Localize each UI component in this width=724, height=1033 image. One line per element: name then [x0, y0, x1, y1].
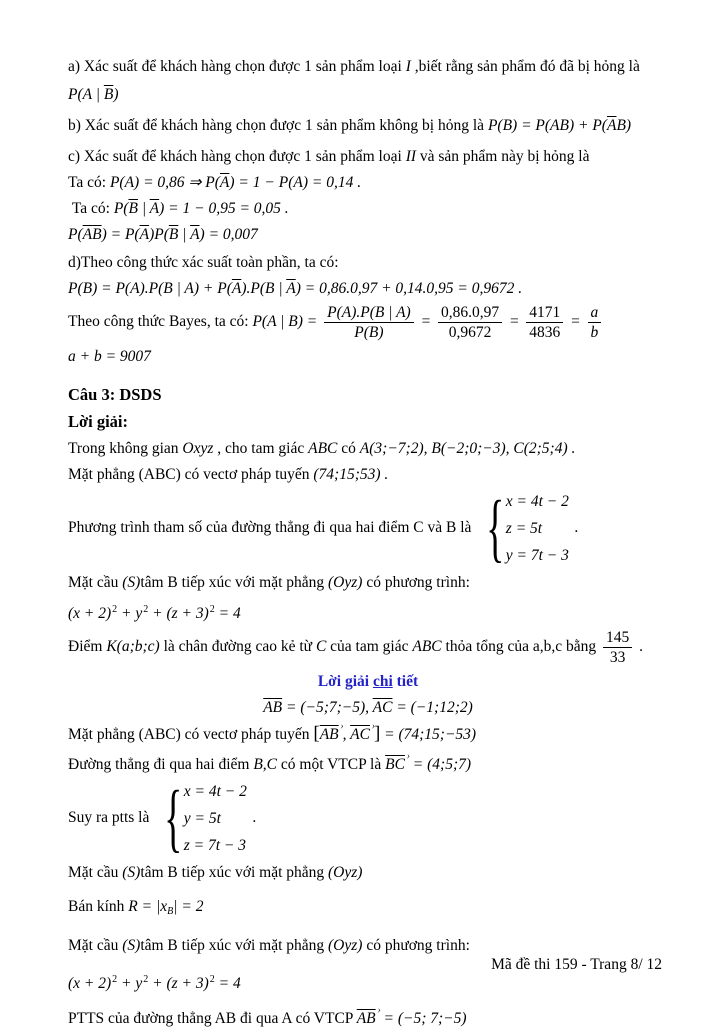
text-segment: là chân đường cao kẻ từ [159, 638, 316, 656]
fraction-numerator: 4171 [526, 303, 563, 323]
math-expression: P(A | B) = [252, 313, 322, 331]
vector-variable: $\overline{AB}$ › [357, 1010, 376, 1027]
math-expression: . [248, 809, 257, 827]
equation-system-rows [184, 779, 247, 858]
line-bayes [68, 303, 668, 342]
line-question-a [68, 55, 668, 78]
math-expression: = (74;15;−53) [380, 726, 477, 743]
text-segment: Mặt phẳng (ABC) có vectơ pháp tuyến [68, 466, 314, 483]
text-segment: , cho tam giác [213, 440, 309, 457]
formula-p-a-given-not-b [68, 83, 668, 106]
text-segment: thỏa tổng của a,b,c bằng [441, 638, 601, 656]
text-segment: Ta có: [68, 174, 110, 191]
equation-system-rows [506, 489, 569, 568]
text-segment: Bán kính [68, 898, 129, 915]
text-segment: Mặt cầu [68, 937, 123, 954]
overline-variable: $\overline{A}$ [219, 174, 230, 191]
vector-variable: $\overline{AB}$ › [320, 726, 339, 743]
text-segment: Mặt cầu [68, 864, 123, 881]
math-expression: ) = 1 − 0,95 = 0,05 . [159, 200, 289, 217]
equation-system [155, 779, 247, 858]
document-content [68, 52, 668, 1033]
text-segment: tiết [392, 673, 419, 690]
equation-row: z = 7t − 3 [183, 837, 246, 854]
formula-sphere-1 [68, 598, 668, 625]
text-segment: Lời giải [317, 673, 373, 690]
math-expression: P( [113, 200, 129, 217]
fraction-denominator: P(B) [354, 324, 384, 341]
math-expression: ) [113, 86, 119, 103]
line-sphere-2 [68, 861, 668, 884]
superscript: 2 [209, 604, 215, 615]
math-expression: | [137, 200, 150, 217]
footer-page-info: Mã đề thi 159 - Trang 8/ 12 [491, 956, 662, 973]
fraction [603, 628, 632, 667]
math-variable: ABC [308, 440, 338, 457]
formula-vectors-ab-ac [68, 696, 668, 719]
math-expression: + (z + 3) [148, 975, 209, 992]
overline-variable: $\overline{B}$ [128, 200, 138, 217]
text-segment: Mặt phẳng (ABC) có vectơ pháp tuyến [68, 726, 314, 743]
text-segment: Phương trình tham số của đường thẳng đi qua hai điểm C và B là [68, 519, 476, 537]
math-expression: P(A | [68, 86, 104, 103]
math-expression: . [570, 519, 579, 537]
overline-variable: $\overline{A}$ [190, 226, 200, 243]
text-segment: . [635, 638, 644, 656]
line-normal-vector-1 [68, 463, 668, 486]
text-segment: Trong không gian [68, 440, 183, 457]
underlined-text: chi [372, 673, 393, 690]
fraction [588, 303, 602, 342]
math-expression: | [178, 226, 191, 243]
text-segment: có phương trình: [362, 937, 470, 954]
text-segment: Ta có: [68, 200, 114, 217]
heading-loi-giai-chi-tiet [68, 670, 668, 693]
line-parametric-cb [68, 489, 668, 568]
math-variable: ABC [412, 638, 442, 656]
math-expression: | = 2 [173, 898, 204, 915]
math-expression: (x + 2) [68, 605, 112, 622]
line-ban-kinh [68, 895, 668, 923]
subscript: B [167, 906, 174, 917]
fraction [324, 303, 414, 342]
math-expression: B) [616, 117, 632, 134]
text-segment: Theo công thức Bayes, ta có: [68, 313, 253, 331]
math-expression: (S) [122, 937, 141, 954]
equation-row: { x = 4t − 2 [505, 493, 569, 510]
math-expression: ).P(B | [241, 280, 287, 297]
math-expression: P(B) = P(AB) + P( [487, 117, 607, 134]
overline-variable: $\overline{A}$ [286, 280, 296, 297]
text-segment: d)Theo công thức xác suất toàn phần, ta có: [68, 254, 339, 271]
math-expression: = (−5;7;−5), [282, 699, 373, 716]
text-segment: tâm B tiếp xúc với mặt phẳng [140, 937, 329, 954]
math-expression: (S) [122, 574, 141, 591]
math-expression: = (4;5;7) [408, 756, 472, 773]
formula-p-not-a-not-b [68, 223, 668, 246]
text-segment: tâm B tiếp xúc với mặt phẳng [140, 574, 329, 591]
equation-row: z = 5t [505, 520, 543, 537]
line-vtcp-bc [68, 753, 668, 776]
line-ptts-ab [68, 1007, 668, 1030]
equation-system [477, 489, 569, 568]
line-diem-k [68, 628, 668, 667]
bracket: [ [313, 723, 320, 744]
math-expression: B,C [253, 756, 278, 773]
math-expression: (Oyz) [328, 574, 363, 591]
text-segment: b) Xác suất để khách hàng chọn được 1 sản phẩm không bị hỏng là [68, 117, 488, 134]
vector-variable: $\overline{BC}$ › [385, 756, 405, 773]
fraction-denominator: 33 [609, 649, 626, 666]
math-expression: P(A) = 0,86 ⇒ P( [109, 174, 220, 191]
vector-variable: $\overline{AC}$ › [350, 726, 370, 743]
overline-variable: $\overline{A}$ [606, 117, 617, 134]
overline-variable: $\overline{AB}$ [263, 699, 283, 716]
overline-variable: $\overline{AC}$ [372, 699, 393, 716]
heading-loi-giai [68, 410, 668, 434]
math-expression: = 4 [214, 975, 241, 992]
math-expression: ) = P( [101, 226, 140, 243]
formula-total-probability [68, 277, 668, 300]
superscript: 2 [112, 604, 118, 615]
text-segment: có một VTCP là [277, 756, 386, 773]
math-expression: = [505, 313, 524, 331]
line-question-c [68, 145, 668, 168]
equation-row: y = 7t − 3 [505, 547, 569, 564]
superscript: 2 [143, 604, 149, 615]
superscript: 2 [209, 974, 215, 985]
bracket: ] [373, 723, 381, 744]
fraction-numerator: 145 [603, 628, 632, 648]
line-normal-vector-2 [68, 722, 668, 746]
fraction-numerator: a [588, 303, 602, 323]
math-expression: ) = 1 − P(A) = 0,14 . [229, 174, 362, 191]
text-segment: a) Xác suất để khách hàng chọn được 1 sản phẩm loại [68, 58, 406, 75]
fraction-numerator: 0,86.0,97 [438, 303, 502, 323]
text-segment: ,biết rằng sản phẩm đó đã bị hỏng là [410, 58, 640, 75]
math-expression: (Oyz) [328, 937, 363, 954]
text-segment: Điểm [68, 638, 107, 656]
fraction-denominator: 0,9672 [448, 324, 492, 341]
fraction-denominator: b [590, 324, 599, 341]
overline-variable: $\overline{B}$ [92, 226, 102, 243]
math-expression: = [416, 313, 435, 331]
math-expression: ) = 0,007 [199, 226, 258, 243]
math-expression: + y [117, 605, 143, 622]
math-expression: , [342, 726, 351, 743]
text-segment: của tam giác [326, 638, 413, 656]
math-expression: = 4 [214, 605, 241, 622]
equation-row: y = 5t [183, 810, 221, 827]
text-segment: PTTS của đường thẳng AB đi qua A có VTCP [68, 1010, 357, 1027]
equation-row: { x = 4t − 2 [183, 783, 247, 800]
text-segment: có [337, 440, 360, 457]
line-question-b [68, 114, 668, 137]
math-expression: = (−1;12;2) [392, 699, 473, 716]
math-expression: a + b = 9007 [68, 348, 151, 365]
overline-variable: $\overline{A}$ [231, 280, 242, 297]
math-expression: )P( [149, 226, 169, 243]
math-expression: + y [117, 975, 143, 992]
text-segment: Suy ra ptts là [68, 809, 154, 827]
math-expression: = [566, 313, 585, 331]
overline-variable: $\overline{A}$ [149, 200, 160, 217]
text-segment: và sản phẩm này bị hỏng là [416, 148, 590, 165]
math-expression: (x + 2) [68, 975, 112, 992]
fraction [438, 303, 502, 342]
overline-variable: $\overline{A}$ [82, 226, 93, 243]
overline-variable: $\overline{B}$ [168, 226, 179, 243]
math-expression: ) = 0,86.0,97 + 0,14.0,95 = 0,9672 . [295, 280, 523, 297]
line-ta-co-pa [68, 171, 668, 194]
fraction-numerator: P(A).P(B | A) [324, 303, 414, 323]
line-sphere-3 [68, 934, 668, 957]
text-segment: Câu 3: DSDS [68, 385, 162, 404]
formula-a-plus-b [68, 345, 668, 368]
math-expression: P(B) = P(A).P(B | A) + P( [68, 280, 232, 297]
math-expression: = (−5; 7;−5) [379, 1010, 467, 1027]
math-expression: K(a;b;c) [106, 638, 160, 656]
line-ta-co-pb-given-a [68, 197, 668, 220]
math-variable: I [405, 58, 411, 75]
superscript: 2 [112, 974, 118, 985]
math-expression: (S) [122, 864, 141, 881]
heading-cau-3 [68, 383, 668, 407]
math-expression: (74;15;53) . [313, 466, 389, 483]
line-ptts-bc [68, 779, 668, 858]
line-d-total-probability [68, 251, 668, 274]
math-expression: P( [68, 226, 83, 243]
overline-variable: $\overline{B}$ [103, 86, 114, 103]
text-segment: Mặt cầu [68, 574, 123, 591]
line-trong-khong-gian [68, 437, 668, 460]
math-expression: A(3;−7;2), B(−2;0;−3), C(2;5;4) . [359, 440, 576, 457]
text-segment: Đường thẳng đi qua hai điểm [68, 756, 254, 773]
text-segment: có phương trình: [362, 574, 470, 591]
fraction-denominator: 4836 [529, 324, 561, 341]
superscript: 2 [143, 974, 149, 985]
math-expression: (Oyz) [328, 864, 363, 881]
math-variable: Oxyz [182, 440, 214, 457]
fraction [526, 303, 563, 342]
math-expression: R = |x [128, 898, 168, 915]
math-variable: II [405, 148, 417, 165]
text-segment: Lời giải: [68, 412, 129, 431]
text-segment: c) Xác suất để khách hàng chọn được 1 sản phẩm loại [68, 148, 406, 165]
line-sphere-1 [68, 571, 668, 594]
overline-variable: $\overline{A}$ [139, 226, 150, 243]
text-segment: tâm B tiếp xúc với mặt phẳng [140, 864, 329, 881]
math-expression: + (z + 3) [148, 605, 209, 622]
math-variable: C [315, 638, 327, 656]
